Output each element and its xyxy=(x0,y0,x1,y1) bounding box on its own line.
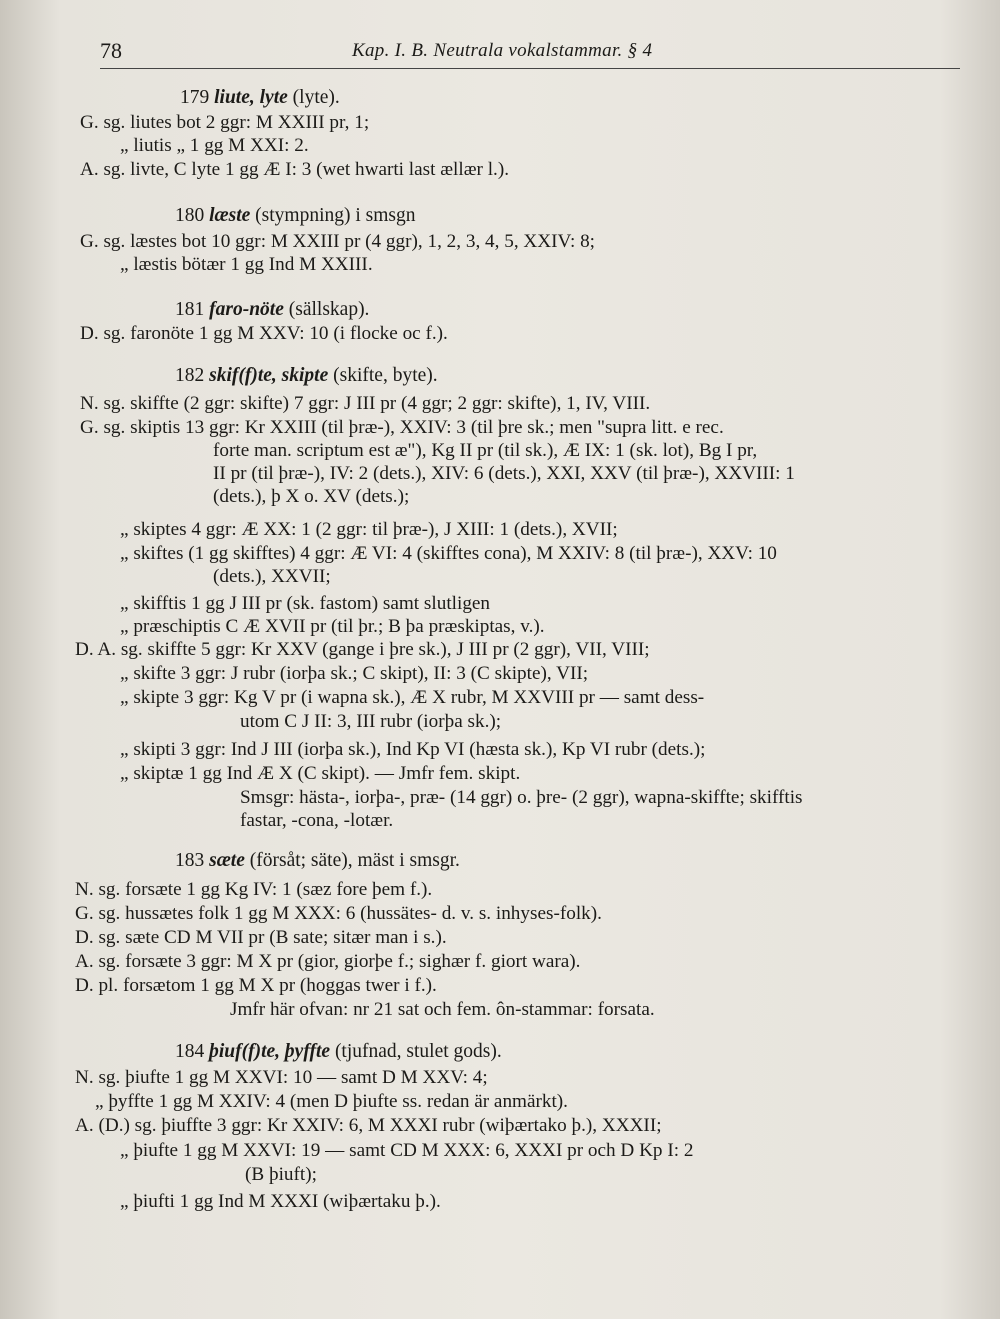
entry-gloss: (tjufnad, stulet gods). xyxy=(330,1041,502,1062)
text-line: Smsgr: hästa-, iorþa-, præ- (14 ggr) o. þre- (2 ggr), wapna-skiffte; skifftis xyxy=(240,787,803,808)
text-line: „ skiptes 4 ggr: Æ XX: 1 (2 ggr: til þræ-), J XIII: 1 (dets.), XVII; xyxy=(120,519,618,540)
text-line: D. pl. forsætom 1 gg M X pr (hoggas twer i f.). xyxy=(75,975,437,996)
text-line: N. sg. forsæte 1 gg Kg IV: 1 (sæz fore þem f.). xyxy=(75,879,433,900)
entry-number: 183 xyxy=(175,850,210,871)
text-line: G. sg. skiptis 13 ggr: Kr XXIII (til þræ-), XXIV: 3 (til þre sk.; men "supra litt. e rec. xyxy=(80,417,724,438)
text-line: (B þiuft); xyxy=(245,1164,317,1185)
text-line: G. sg. liutes bot 2 ggr: M XXIII pr, 1; xyxy=(80,112,370,133)
entry-heading xyxy=(180,86,340,110)
entry-gloss: (lyte). xyxy=(287,87,340,108)
text-line: G. sg. hussætes folk 1 gg M XXX: 6 (hussätes- d. v. s. inhyses-folk). xyxy=(75,903,602,924)
text-line: „ þiufti 1 gg Ind M XXXI (wiþærtaku þ.). xyxy=(120,1191,441,1212)
text-line: D. sg. faronöte 1 gg M XXV: 10 (i flocke oc f.). xyxy=(80,323,448,344)
text-line: „ skipti 3 ggr: Ind J III (iorþa sk.), Ind Kp VI (hæsta sk.), Kp VI rubr (dets.); xyxy=(120,739,706,760)
running-title: Kap. I. B. Neutrala vokalstammar. § 4 xyxy=(352,40,653,61)
header-rule xyxy=(100,68,960,69)
headword: þiuf(f)te, þyffte xyxy=(209,1041,331,1062)
text-line: Jmfr här ofvan: nr 21 sat och fem. ôn-stammar: forsata. xyxy=(230,999,655,1020)
text-line: A. sg. livte, C lyte 1 gg Æ I: 3 (wet hwarti last ællær l.). xyxy=(80,159,510,180)
text-line: „ skiftes (1 gg skifftes) 4 ggr: Æ VI: 4 (skifftes cona), M XXIV: 8 (til þræ-), XXV: 10 xyxy=(120,543,777,564)
entry-number: 181 xyxy=(175,299,210,320)
text-line: „ liutis „ 1 gg M XXI: 2. xyxy=(120,135,309,156)
entry-number: 182 xyxy=(175,365,210,386)
text-line: II pr (til þræ-), IV: 2 (dets.), XIV: 6 (dets.), XXI, XXV (til þræ-), XXVIII: 1 xyxy=(213,463,795,484)
text-line: „ þyffte 1 gg M XXIV: 4 (men D þiufte ss. redan är anmärkt). xyxy=(95,1091,568,1112)
text-line: „ þiufte 1 gg M XXVI: 19 — samt CD M XXX: 6, XXXI pr och D Kp I: 2 xyxy=(120,1140,694,1161)
text-line: „ skifftis 1 gg J III pr (sk. fastom) samt slutligen xyxy=(120,593,491,614)
page-number: 78 xyxy=(100,38,122,63)
text-line: D. sg. sæte CD M VII pr (B sate; sitær man i s.). xyxy=(75,927,447,948)
text-line: G. sg. læstes bot 10 ggr: M XXIII pr (4 ggr), 1, 2, 3, 4, 5, XXIV: 8; xyxy=(80,231,595,252)
text-line: fastar, -cona, -lotær. xyxy=(240,810,394,831)
text-line: A. (D.) sg. þiuffte 3 ggr: Kr XXIV: 6, M XXXI rubr (wiþærtako þ.), XXXII; xyxy=(75,1115,662,1136)
entry-gloss: (försåt; säte), mäst i smsgr. xyxy=(244,850,460,871)
text-line: „ skipte 3 ggr: Kg V pr (i wapna sk.), Æ X rubr, M XXVIII pr — samt dess- xyxy=(120,687,705,708)
text-line: D. A. sg. skiffte 5 ggr: Kr XXV (gange i þre sk.), J III pr (2 ggr), VII, VIII; xyxy=(75,639,650,660)
headword: skif(f)te, skipte xyxy=(209,365,329,386)
entry-gloss: (stympning) i smsgn xyxy=(250,205,416,226)
headword: liute, lyte xyxy=(214,87,288,108)
entry-heading xyxy=(175,364,438,388)
page-header xyxy=(100,38,960,72)
entry-heading xyxy=(175,204,416,228)
entry-number: 179 xyxy=(180,87,215,108)
text-line: „ skiptæ 1 gg Ind Æ X (C skipt). — Jmfr fem. skipt. xyxy=(120,763,521,784)
entry-number: 180 xyxy=(175,205,210,226)
text-line: „ præschiptis C Æ XVII pr (til þr.; B þa præskiptas, v.). xyxy=(120,616,545,637)
entry-heading xyxy=(175,1040,502,1064)
entry-gloss: (sällskap). xyxy=(283,299,370,320)
entry-heading xyxy=(175,298,369,322)
text-line: „ skifte 3 ggr: J rubr (iorþa sk.; C skipt), II: 3 (C skipte), VII; xyxy=(120,663,589,684)
headword: sæte xyxy=(209,850,245,871)
headword: læste xyxy=(209,205,251,226)
entry-number: 184 xyxy=(175,1041,210,1062)
text-line: N. sg. þiufte 1 gg M XXVI: 10 — samt D M XXV: 4; xyxy=(75,1067,488,1088)
entry-heading xyxy=(175,849,460,873)
text-line: N. sg. skiffte (2 ggr: skifte) 7 ggr: J III pr (4 ggr; 2 ggr: skifte), 1, IV, VIII. xyxy=(80,393,651,414)
text-line: „ læstis bötær 1 gg Ind M XXIII. xyxy=(120,254,373,275)
text-line: (dets.), XXVII; xyxy=(213,566,331,587)
text-line: (dets.), þ X o. XV (dets.); xyxy=(213,486,410,507)
headword: faro-nöte xyxy=(209,299,284,320)
text-line: utom C J II: 3, III rubr (iorþa sk.); xyxy=(240,711,502,732)
entry-gloss: (skifte, byte). xyxy=(328,365,438,386)
text-line: A. sg. forsæte 3 ggr: M X pr (gior, giorþe f.; sighær f. giort wara). xyxy=(75,951,581,972)
text-line: forte man. scriptum est æ"), Kg II pr (til sk.), Æ IX: 1 (sk. lot), Bg I pr, xyxy=(213,440,758,461)
